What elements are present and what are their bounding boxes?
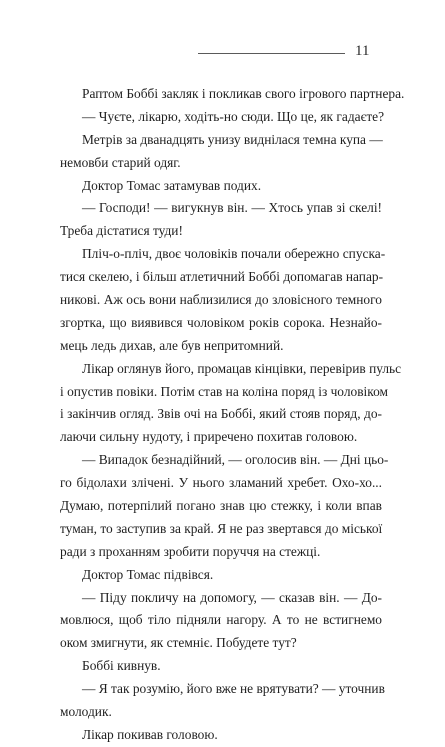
text-line: мець ледь дихав, але був непритомний. [60, 337, 284, 353]
text-line: ради з проханням зробити поруччя на стежці. [60, 543, 321, 559]
text-line: згортка, що виявився чоловіком років сорока. Незнайо- [60, 314, 382, 330]
text-line: — Господи! — вигукнув він. — Хтось упав зі скелі! [82, 200, 382, 216]
text-line: Лікар покивав головою. [82, 726, 218, 742]
page-number: 11 [355, 43, 370, 59]
body-text [60, 83, 405, 747]
text-line: Треба дістатися туди! [60, 223, 183, 239]
text-line: і закінчив огляд. Звів очі на Боббі, який стояв поряд, до- [60, 406, 382, 422]
text-line: Раптом Боббі закляк і покликав свого ігрового партнера. [82, 86, 405, 101]
text-line: оком змигнути, як стемніє. Побудете тут? [60, 635, 297, 651]
text-line: — Чуєте, лікарю, ходіть-но сюди. Що це, як гадаєте? [82, 108, 385, 124]
text-line: немовби старий одяг. [60, 154, 181, 170]
text-line: го бідолахи злічені. У нього зламаний хребет. Охо-хо... [60, 475, 382, 491]
text-line: туман, то заступив за край. Я не раз звертався до міської [60, 520, 383, 536]
text-line: і опустив повіки. Потім став на коліна поряд із чоловіком [60, 383, 388, 399]
text-line: лаючи сильну нудоту, і приречено похитав головою. [60, 429, 358, 445]
text-line: Метрів за дванадцять унизу виднілася темна купа — [82, 131, 383, 147]
text-line: — Я так розумію, його вже не врятувати? — уточнив [82, 681, 385, 697]
text-line: Пліч-о-пліч, двоє чоловіків почали обережно спуска- [82, 246, 386, 262]
text-line: Боббі кивнув. [82, 658, 161, 674]
text-line: Доктор Томас підвівся. [82, 566, 214, 582]
text-line: Доктор Томас затамував подих. [82, 177, 262, 193]
text-line: молодик. [60, 704, 112, 720]
text-line: никові. Аж ось вони наблизилися до зловісного темного [60, 292, 382, 308]
text-line: — Випадок безнадійний, — оголосив він. — Дні цьо- [82, 452, 389, 468]
text-line: тися скелею, і більш атлетичний Боббі допомагав напар- [60, 269, 384, 285]
header-rule [198, 53, 345, 54]
text-line: — Піду покличу на допомогу, — сказав він. — До- [82, 589, 382, 605]
text-line: мовлюся, щоб тіло підняли нагору. А то не встигнемо [60, 612, 382, 628]
text-line: Думаю, потерпілий погано знав цю стежку, і коли впав [60, 498, 382, 514]
text-line: Лікар оглянув його, промацав кінцівки, перевірив пульс [82, 360, 402, 376]
